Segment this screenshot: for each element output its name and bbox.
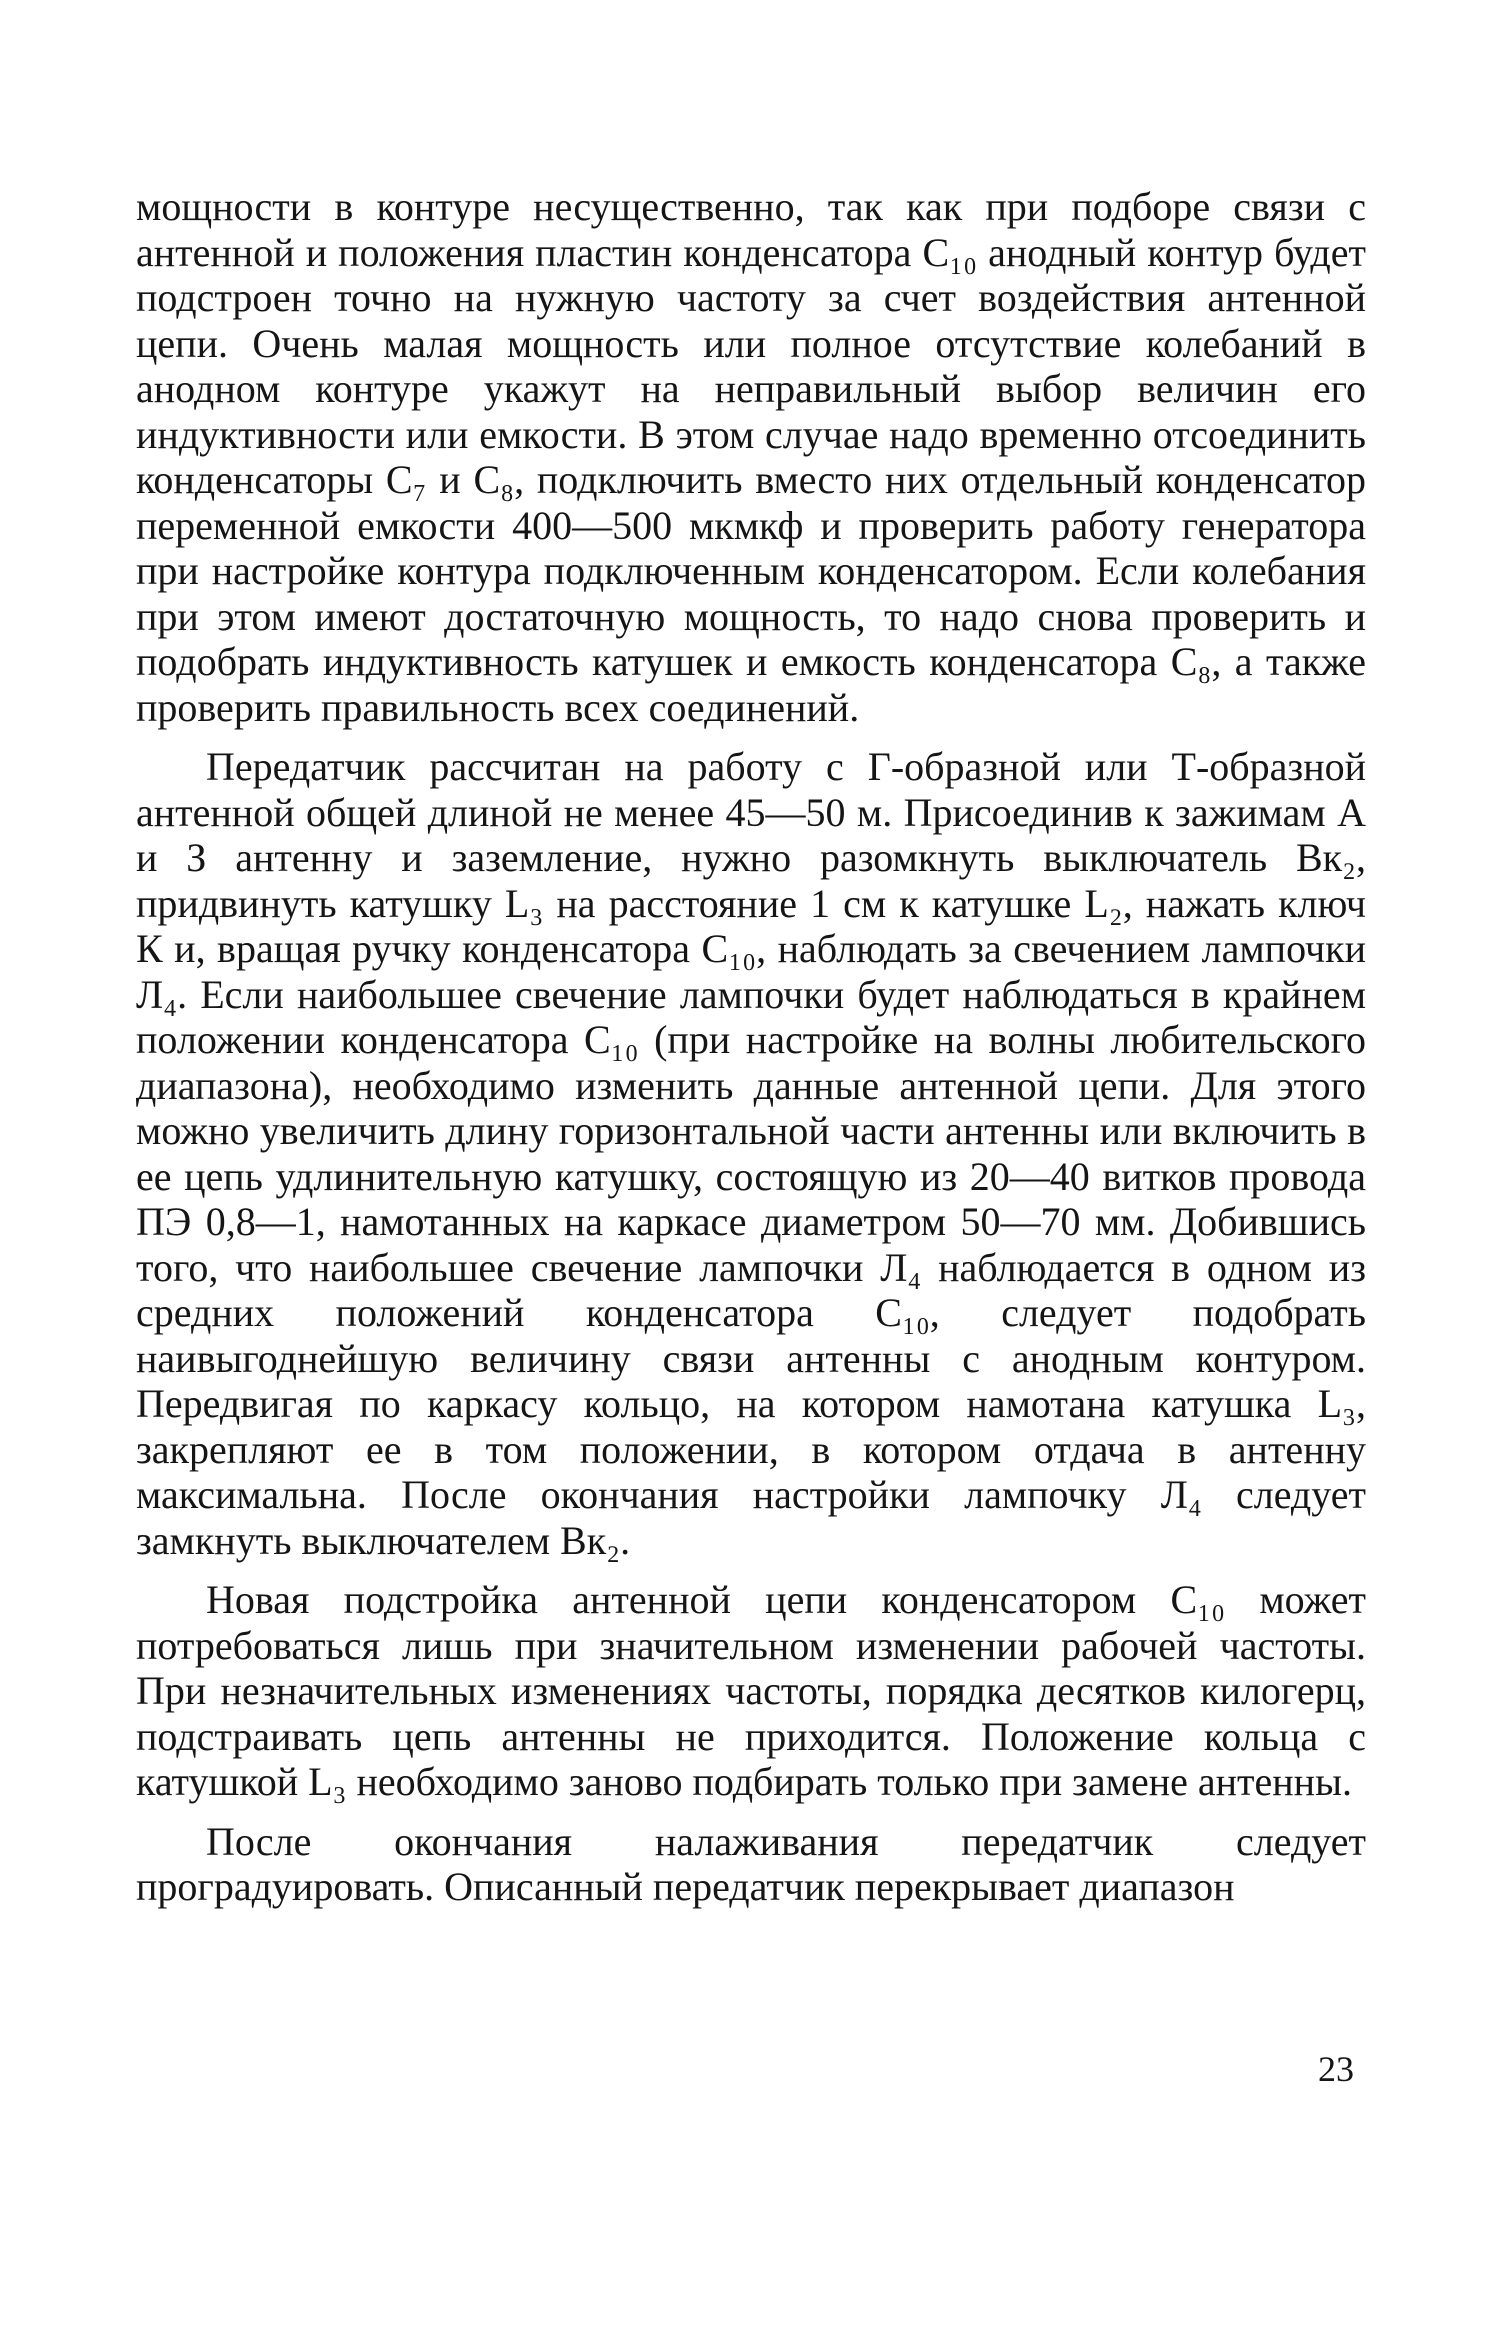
page-number: 23: [1318, 2049, 1354, 2089]
paragraph-retuning: Новая подстройка антенной цепи конденсатором C₁₀ может потребоваться лишь при значительном изменении рабочей частоты. При незначительных изменениях частоты, порядка десятков килогерц, подстраивать цепь антенны не приходится. Положение кольца с катушкой L₃ необходимо заново подбирать только при замене антенны.: [136, 1577, 1366, 1804]
paragraph-continuation: мощности в контуре несущественно, так как при подборе связи с антенной и положения пластин конденсатора C₁₀ анодный контур будет подстроен точно на нужную частоту за счет воздействия антенной цепи. Очень малая мощность или полное отсутствие колебаний в анодном контуре укажут на неправильный выбор величин его индуктивности или емкости. В этом случае надо временно отсоединить конденсаторы C₇ и C₈, подключить вместо них отдельный конденсатор переменной емкости 400—500 мкмкф и проверить работу генератора при настройке контура подключенным конденсатором. Если колебания при этом имеют достаточную мощность, то надо снова проверить и подобрать индуктивность катушек и емкость конденсатора C₈, а также проверить правильность всех соединений.: [136, 184, 1366, 730]
text-column: [136, 184, 1366, 1910]
paragraph-calibration: После окончания налаживания передатчик следует проградуировать. Описанный передатчик перекрывает диапазон: [136, 1818, 1366, 1909]
paragraph-antenna-setup: Передатчик рассчитан на работу с Г-образной или Т-образной антенной общей длиной не менее 45—50 м. Присоединив к зажимам А и З антенну и заземление, нужно разомкнуть выключатель Вк₂, придвинуть катушку L₃ на расстояние 1 см к катушке L₂, нажать ключ К и, вращая ручку конденсатора C₁₀, наблюдать за свечением лампочки Л₄. Если наибольшее свечение лампочки будет наблюдаться в крайнем положении конденсатора C₁₀ (при настройке на волны любительского диапазона), необходимо изменить данные антенной цепи. Для этого можно увеличить длину горизонтальной части антенны или включить в ее цепь удлинительную катушку, состоящую из 20—40 витков провода ПЭ 0,8—1, намотанных на каркасе диаметром 50—70 мм. Добившись того, что наибольшее свечение лампочки Л₄ наблюдается в одном из средних положений конденсатора C₁₀, следует подобрать наивыгоднейшую величину связи антенны с анодным контуром. Передвигая по каркасу кольцо, на котором намотана катушка L₃, закрепляют ее в том положении, в котором отдача в антенну максимальна. После окончания настройки лампочку Л₄ следует замкнуть выключателем Вк₂.: [136, 744, 1366, 1563]
